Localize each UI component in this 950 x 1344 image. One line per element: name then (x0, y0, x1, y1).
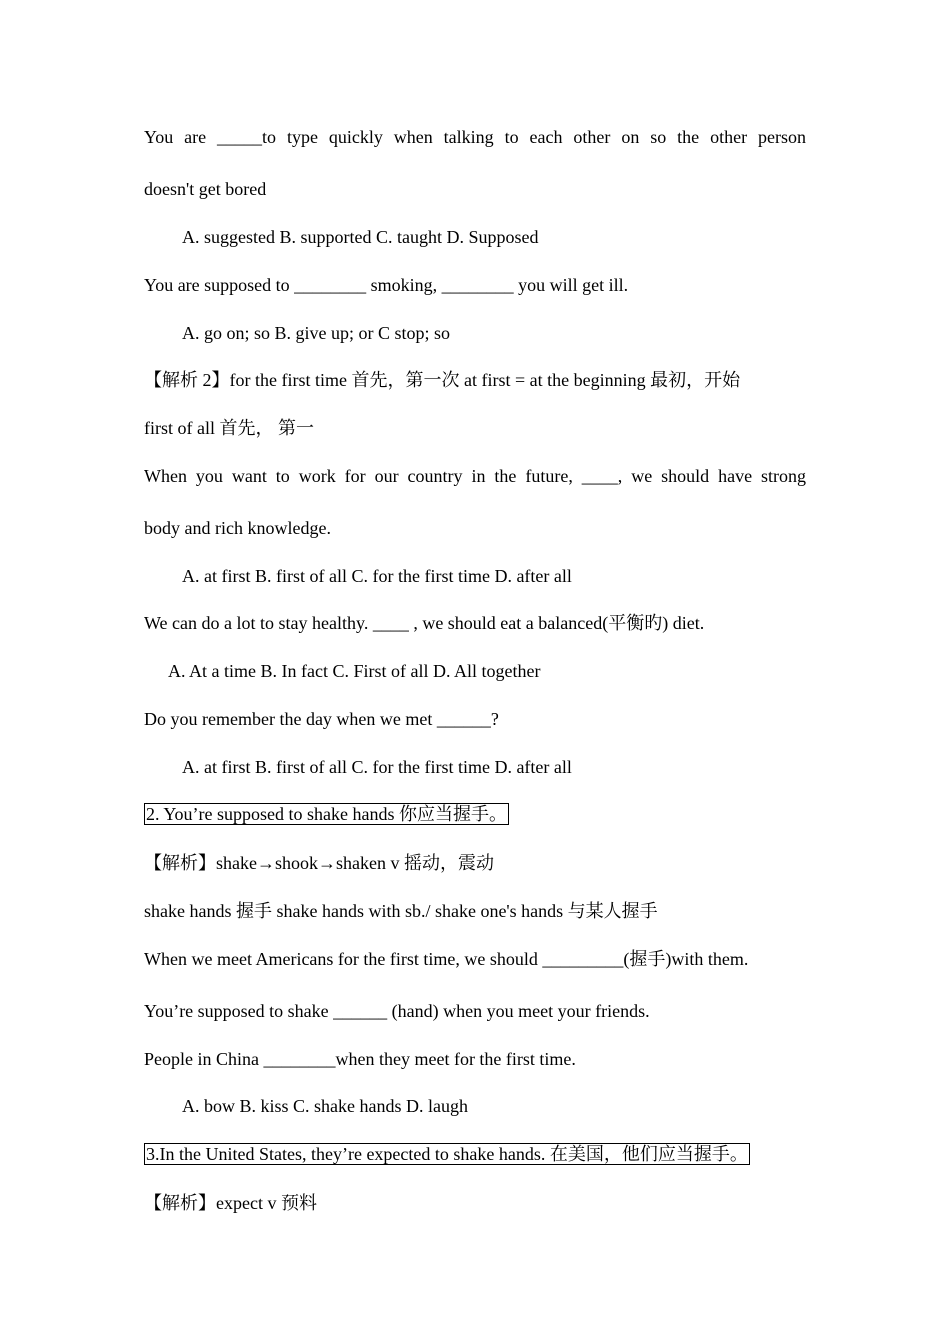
question-2-options: A. go on; so B. give up; or C stop; so (182, 323, 451, 343)
question-5: Do you remember the day when we met ______? (144, 709, 499, 729)
question-3-line-1: When you want to work for our country in the future, ____, we should have strong (144, 466, 806, 486)
question-4: We can do a lot to stay healthy. ____ , we should eat a balanced(平衡旳) diet. (144, 613, 705, 633)
question-1-options: A. suggested B. supported C. taught D. Supposed (182, 227, 539, 247)
section-3-heading-row (144, 1143, 806, 1165)
question-7: You’re supposed to shake ______ (hand) when you meet your friends. (144, 1001, 650, 1021)
question-8: People in China ________when they meet for the first time. (144, 1049, 576, 1069)
analysis-2-line-2: first of all 首先， 第一 (144, 418, 314, 438)
question-3-options: A. at first B. first of all C. for the first time D. after all (182, 566, 572, 586)
section-3-heading: 3.In the United States, they’re expected to shake hands. 在美国，他们应当握手。 (146, 1144, 748, 1164)
question-2: You are supposed to ________ smoking, ________ you will get ill. (144, 275, 629, 295)
shake-hands-note: shake hands 握手 shake hands with sb./ shake one's hands 与某人握手 (144, 901, 658, 921)
question-3-line-2: body and rich knowledge. (144, 518, 331, 538)
question-8-options: A. bow B. kiss C. shake hands D. laugh (182, 1096, 468, 1116)
analysis-shake: 【解析】shake→shook→shaken v 摇动，震动 (144, 853, 494, 873)
question-5-options: A. at first B. first of all C. for the first time D. after all (182, 757, 572, 777)
question-1-line-2: doesn't get bored (144, 179, 267, 199)
question-6: When we meet Americans for the first time, we should _________(握手)with them. (144, 949, 749, 969)
analysis-expect: 【解析】expect v 预料 (144, 1193, 317, 1213)
section-2-heading-row (144, 803, 806, 825)
question-4-options: A. At a time B. In fact C. First of all D. All together (168, 661, 541, 681)
question-1-line-1: You are _____to type quickly when talking to each other on so the other person (144, 127, 806, 147)
analysis-2-line-1: 【解析 2】for the first time 首先，第一次 at first = at the beginning 最初，开始 (144, 370, 741, 390)
section-2-heading: 2. You’re supposed to shake hands 你应当握手。 (146, 804, 507, 824)
